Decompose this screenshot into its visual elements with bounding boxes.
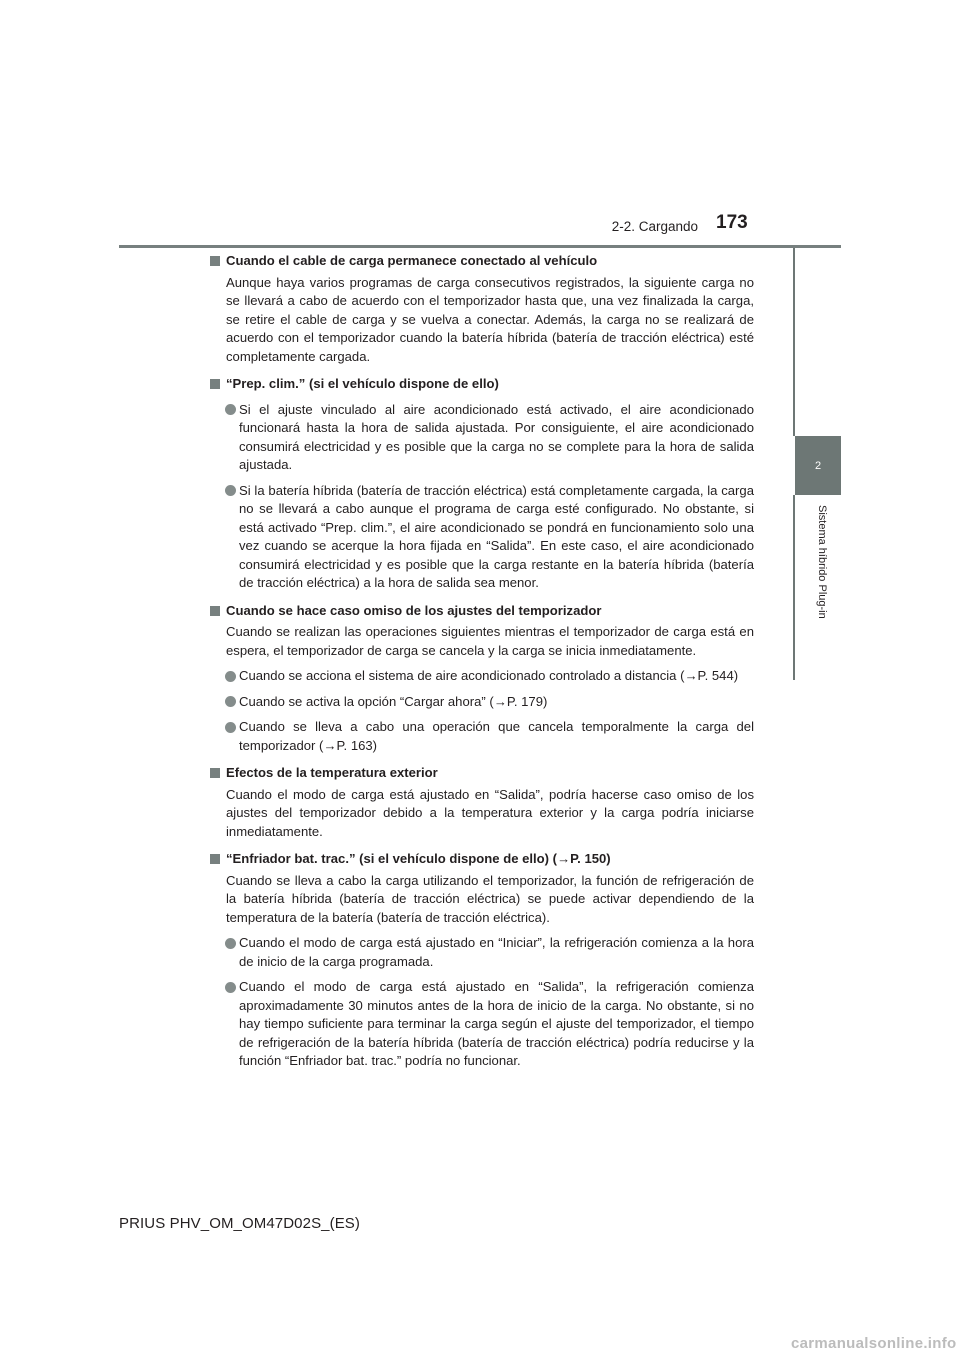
round-bullet-icon <box>225 982 236 993</box>
bullet-text: Si la batería híbrida (batería de tracción eléctrica) está completamente cargada, la carga no se llevará a cabo aunque el programa de carga esté configurado. No obstante, si está activado “Prep. clim.”, el aire acondicionado se pondrá en funcionamiento solo una vez cuando se acerque la hora fijada en “Salida”. En este caso, el aire acondicionado consumirá electricidad y es posible que la carga restante en la batería híbrida (batería de tracción eléctrica) a la hora de salida sea menor. <box>239 482 754 590</box>
round-bullet-icon <box>225 938 236 949</box>
bullet-text: Cuando el modo de carga está ajustado en “Salida”, la refrigeración comienza aproximadamente 30 minutos antes de la hora de inicio de la carga. No obstante, si no hay tiempo suficiente para terminar la carga según el ajuste del temporizador, el tiempo de refrigeración de la batería híbrida (batería de tracción eléctrica) podría reducirse y la función “Enfriador bat. trac.” podría no funcionar. <box>239 979 754 1068</box>
section-heading <box>208 850 754 869</box>
round-bullet-icon <box>225 671 236 682</box>
section-paragraph: Cuando se lleva a cabo la carga utilizando el temporizador, la función de refrigeración de la batería híbrida (batería de tracción eléctrica) se puede activar dependiendo de la temperatura de la batería (batería de tracción eléctrica). <box>226 872 754 925</box>
section-heading <box>208 375 754 394</box>
bullet-item <box>208 718 754 755</box>
watermark: carmanualsonline.info <box>791 1335 957 1352</box>
bullet-item <box>208 667 754 686</box>
section-paragraph: Aunque haya varios programas de carga consecutivos registrados, la siguiente carga no se llevará a cabo de acuerdo con el temporizador hasta que, una vez finalizada la carga, se retire el cable de carga y se vuelva a conectar. Además, la carga no se realizará de acuerdo con el temporizador cuando la batería híbrida (batería de tracción eléctrica) esté completamente cargada. <box>226 274 754 364</box>
page-body <box>208 252 754 1071</box>
bullet-item <box>208 482 754 593</box>
bullet-text: Si el ajuste vinculado al aire acondicionado está activado, el aire acondicionado funcionará hasta la hora de salida ajustada. Por consiguiente, el aire acondicionado consumirá electricidad y es posible que la carga no se complete para la hora de salida ajustada. <box>239 401 754 472</box>
section-heading-text: “Prep. clim.” (si el vehículo dispone de ello) <box>226 376 499 391</box>
running-header-section: 2-2. Cargando <box>611 219 698 234</box>
side-tab-rule-top <box>793 248 795 436</box>
round-bullet-icon <box>225 696 236 707</box>
chapter-tab <box>795 436 841 495</box>
section-heading-text: Efectos de la temperatura exterior <box>226 765 438 780</box>
chapter-title: Sistema híbrido Plug-in <box>816 505 828 619</box>
bullet-item <box>208 693 754 712</box>
document-code: PRIUS PHV_OM_OM47D02S_(ES) <box>119 1215 361 1232</box>
square-bullet-icon <box>210 379 220 389</box>
section-paragraph: Cuando se realizan las operaciones siguientes mientras el temporizador de carga está en espera, el temporizador de carga se cancela y la carga se inicia inmediatamente. <box>226 624 754 658</box>
square-bullet-icon <box>210 256 220 266</box>
bullet-item <box>208 978 754 1071</box>
section-heading <box>208 602 754 621</box>
chapter-number: 2 <box>814 459 822 472</box>
section-heading-text: Cuando el cable de carga permanece conectado al vehículo <box>226 253 598 268</box>
bullet-item <box>208 934 754 971</box>
header-divider <box>119 245 841 248</box>
square-bullet-icon <box>210 606 220 616</box>
bullet-text: Cuando el modo de carga está ajustado en “Iniciar”, la refrigeración comienza a la hora de inicio de la carga programada. <box>239 935 754 969</box>
round-bullet-icon <box>225 722 236 733</box>
bullet-item <box>208 401 754 475</box>
section-heading-text: “Enfriador bat. trac.” (si el vehículo dispone de ello) (→P. 150) <box>226 851 611 866</box>
bullet-text: Cuando se lleva a cabo una operación que cancela temporalmente la carga del temporizador (→P. 163) <box>239 719 754 753</box>
section-paragraph: Cuando el modo de carga está ajustado en “Salida”, podría hacerse caso omiso de los ajustes del temporizador debido a la temperatura exterior y la carga podría iniciarse inmediatamente. <box>226 786 754 839</box>
section-heading-text: Cuando se hace caso omiso de los ajustes del temporizador <box>226 602 602 618</box>
section-heading <box>208 764 754 783</box>
square-bullet-icon <box>210 854 220 864</box>
bullet-text: Cuando se activa la opción “Cargar ahora” (→P. 179) <box>239 693 548 709</box>
page-number: 173 <box>716 212 748 233</box>
square-bullet-icon <box>210 768 220 778</box>
round-bullet-icon <box>225 485 236 496</box>
section-heading <box>208 252 754 271</box>
bullet-text: Cuando se acciona el sistema de aire acondicionado controlado a distancia (→P. 544) <box>239 668 739 683</box>
side-tab-rule-bottom <box>793 495 795 680</box>
round-bullet-icon <box>225 404 236 415</box>
